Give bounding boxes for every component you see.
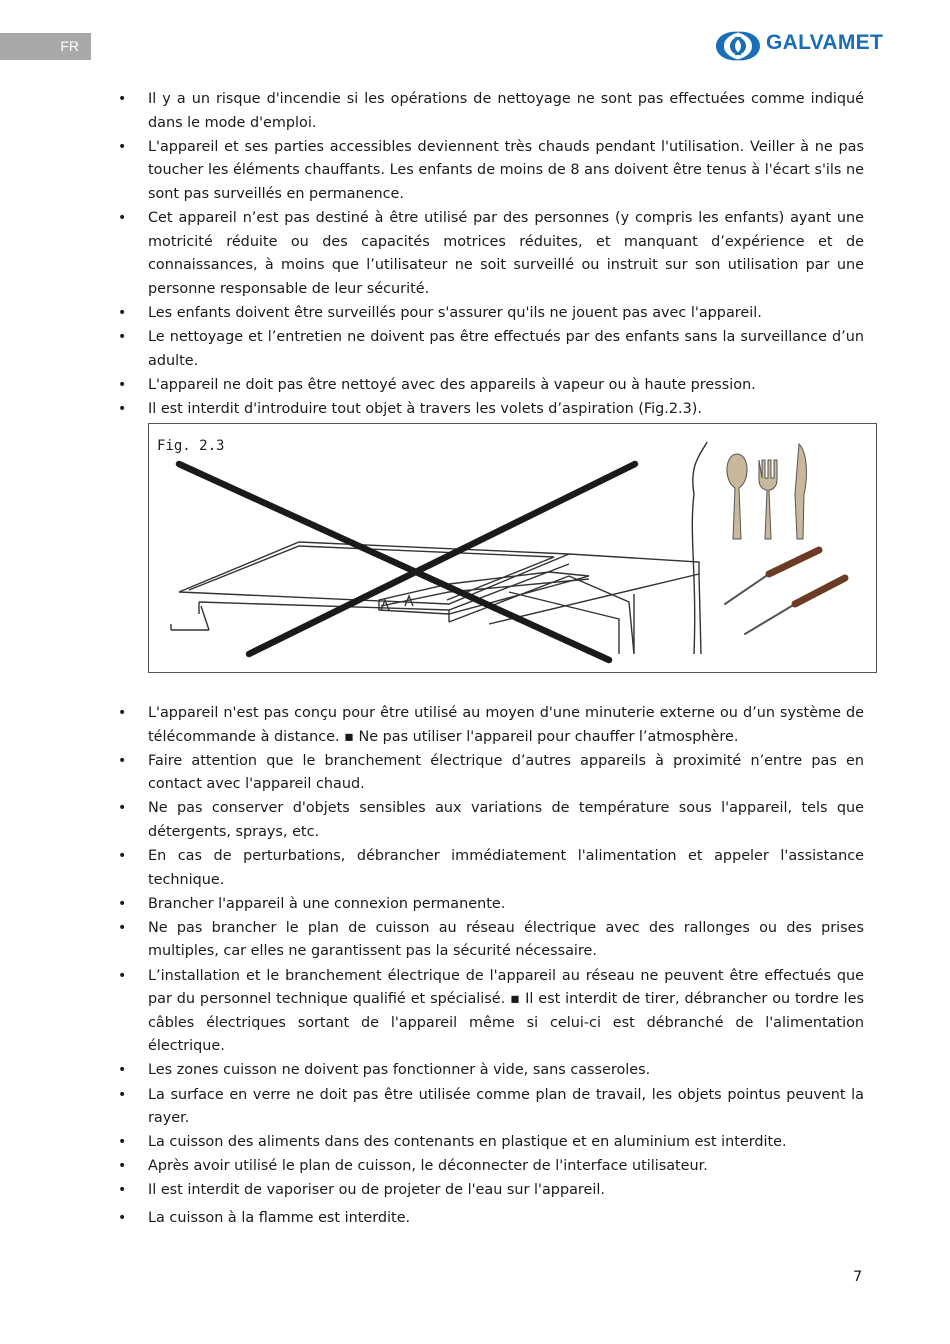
list-item: • L'appareil et ses parties accessibles deviennent très chauds pendant l'utilisation. Veiller à ne pas toucher les éléments chauffants. Les enfants de moins de 8 ans doivent être tenus à l'écart s'ils ne sont pas surveillés en permanence.	[118, 136, 864, 207]
list-item: • Ne pas conserver d'objets sensibles aux variations de température sous l'appareil, tels que détergents, sprays, etc.	[118, 797, 864, 844]
list-item: • Cet appareil n’est pas destiné à être utilisé par des personnes (y compris les enfants) ayant une motricité réduite ou des capacités motrices réduites, et manquant d’expérience et de connaissances, à moins que l’utilisateur ne soit surveillé ou instruit sur son utilisation par une personne responsable de leur sécurité.	[118, 207, 864, 301]
list-item: • La cuisson des aliments dans des contenants en plastique et en aluminium est interdite.	[118, 1131, 864, 1155]
page-number: 7	[853, 1269, 863, 1285]
list-item: • Il est interdit d'introduire tout objet à travers les volets d’aspiration (Fig.2.3).	[118, 398, 864, 422]
safety-list-bottom	[118, 702, 864, 1231]
list-item: • Le nettoyage et l’entretien ne doivent pas être effectués par des enfants sans la surveillance d’un adulte.	[118, 326, 864, 373]
no-objects-in-vents-illustration	[149, 424, 876, 672]
safety-list-top	[118, 88, 864, 421]
list-item: • L'appareil n'est pas conçu pour être utilisé au moyen d'une minuterie externe ou d’un système de télécommande à distance. ▪ Ne pas utiliser l'appareil pour chauffer l’atmosphère.	[118, 702, 864, 749]
list-item: • Les enfants doivent être surveillés pour s'assurer qu'ils ne jouent pas avec l'appareil.	[118, 302, 864, 326]
list-item: • Il est interdit de vaporiser ou de projeter de l'eau sur l'appareil.	[118, 1179, 864, 1203]
list-item: • Faire attention que le branchement électrique d’autres appareils à proximité n’entre pas en contact avec l'appareil chaud.	[118, 750, 864, 797]
list-item: • La surface en verre ne doit pas être utilisée comme plan de travail, les objets pointus peuvent la rayer.	[118, 1084, 864, 1131]
figure-label: Fig. 2.3	[157, 438, 225, 454]
appliance-drawing	[171, 442, 707, 654]
list-item: • Il y a un risque d'incendie si les opérations de nettoyage ne sont pas effectuées comme indiqué dans le mode d'emploi.	[118, 88, 864, 135]
figure-2-3	[148, 423, 877, 673]
cutlery-icon	[727, 444, 807, 539]
list-item: • En cas de perturbations, débrancher immédiatement l'alimentation et appeler l'assistance technique.	[118, 845, 864, 892]
language-tab: FR	[0, 33, 91, 60]
brand-name: GALVAMET	[766, 31, 884, 54]
prohibition-cross	[179, 464, 635, 660]
list-item: • Brancher l'appareil à une connexion permanente.	[118, 893, 864, 917]
list-item: • Les zones cuisson ne doivent pas fonctionner à vide, sans casseroles.	[118, 1059, 864, 1083]
list-item: • Après avoir utilisé le plan de cuisson, le déconnecter de l'interface utilisateur.	[118, 1155, 864, 1179]
galvamet-logo-icon	[710, 26, 766, 66]
list-item: • Ne pas brancher le plan de cuisson au réseau électrique avec des rallonges ou des prises multiples, car elles ne garantissent pas la sécurité nécessaire.	[118, 917, 864, 964]
screwdriver-icon	[725, 550, 845, 634]
list-item: • La cuisson à la flamme est interdite.	[118, 1207, 864, 1231]
list-item: • L’installation et le branchement électrique de l'appareil au réseau ne peuvent être effectués que par du personnel technique qualifié et spécialisé. ▪ Il est interdit de tirer, débrancher ou tordre les câbles électriques sortant de l'appareil même si celui-ci est débranché de l'alimentation électrique.	[118, 965, 864, 1059]
list-item: • L'appareil ne doit pas être nettoyé avec des appareils à vapeur ou à haute pression.	[118, 374, 864, 398]
brand-logo	[710, 26, 910, 66]
